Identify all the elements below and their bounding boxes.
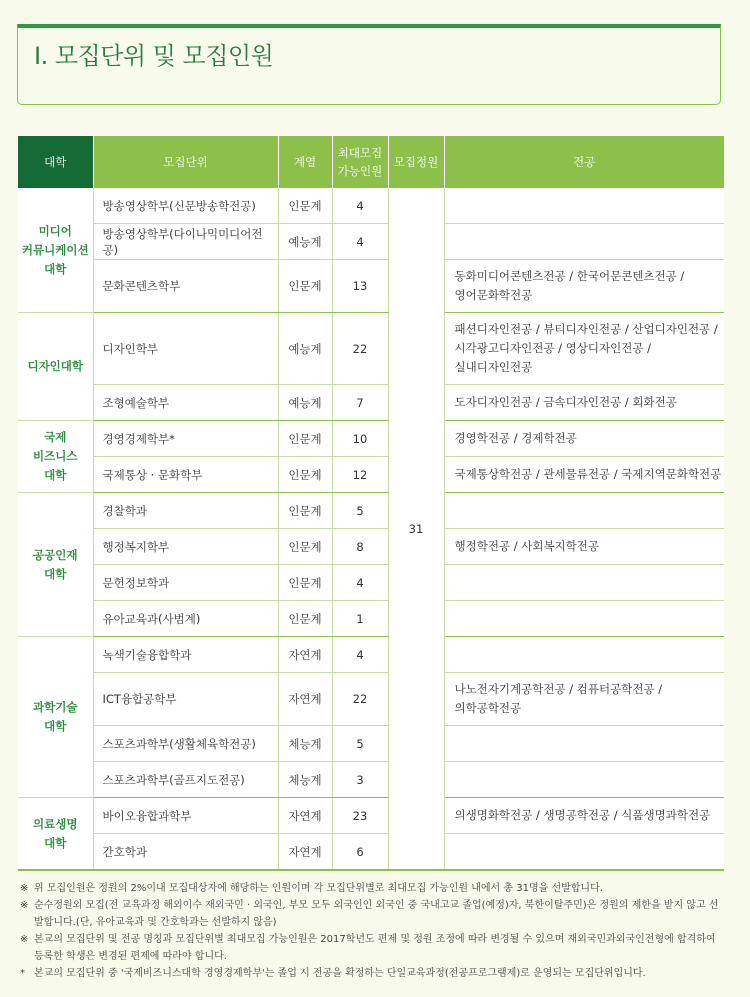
footnote-mark: ※ [20,900,29,911]
footnote-text: 순수정원외 모집(전 교육과정 해외이수 재외국민 · 외국인, 부모 모두 외국인인 외국인 중 국내고교 졸업(예정)자, 북한이탈주민)은 정원의 제한을 받지 않고 선발합니다.(단, 유아교육과 및 간호학과는 선발하지 않음) [34,900,719,928]
major-cell [444,834,724,871]
track-cell: 인문계 [278,493,332,529]
unit-cell: 경찰학과 [93,493,278,529]
header-unit: 모집단위 [93,136,278,188]
header-college: 대학 [18,136,93,188]
unit-cell: 간호학과 [93,834,278,871]
header-max-line2: 가능인원 [337,164,383,178]
major-cell: 동화미디어콘텐츠전공 / 한국어문콘텐츠전공 / 영어문화학전공 [444,260,724,313]
max-cell: 8 [332,529,388,565]
track-cell: 예능계 [278,313,332,385]
footnote-text: 본교의 모집단위 중 '국제비즈니스대학 경영경제학부'는 졸업 시 전공을 확정하는 단일교육과정(전공프로그램제)로 운영되는 모집단위입니다. [34,968,646,979]
max-cell: 3 [332,762,388,798]
max-cell: 22 [332,673,388,726]
footnote-mark: ※ [20,883,29,894]
major-cell [444,493,724,529]
unit-cell: 녹색기술융합학과 [93,637,278,673]
major-cell [444,601,724,637]
track-cell: 인문계 [278,260,332,313]
college-cell: 과학기술 대학 [18,637,93,798]
table-row [18,224,724,260]
table-row [18,673,724,726]
table-row [18,565,724,601]
footnote [20,880,725,897]
college-cell: 공공인재 대학 [18,493,93,637]
table-row [18,834,724,871]
header-major: 전공 [444,136,724,188]
header-quota: 모집정원 [388,136,444,188]
unit-cell: 문헌정보학과 [93,565,278,601]
footnote-mark: * [20,968,25,979]
track-cell: 자연계 [278,798,332,834]
track-cell: 인문계 [278,601,332,637]
max-cell: 4 [332,188,388,224]
header-max [332,136,388,188]
footnote-text: 본교의 모집단위 및 전공 명칭과 모집단위별 최대모집 가능인원은 2017학년도 편제 및 정원 조정에 따라 변경될 수 있으며 재외국민과외국인전형에 합격하여 등록한 학생은 변경된 편제에 따라야 합니다. [34,934,716,962]
table-row [18,637,724,673]
track-cell: 인문계 [278,457,332,493]
header-max-line1: 최대모집 [337,146,383,160]
footnote [20,897,725,931]
major-cell [444,726,724,762]
footnotes [20,880,725,982]
table-row [18,798,724,834]
max-cell: 7 [332,385,388,421]
table-row [18,493,724,529]
major-cell [444,565,724,601]
unit-cell: 스포츠과학부(골프지도전공) [93,762,278,798]
major-cell: 패션디자인전공 / 뷰티디자인전공 / 산업디자인전공 / 시각광고디자인전공 / 영상디자인전공 / 실내디자인전공 [444,313,724,385]
recruitment-table [18,136,724,871]
unit-cell: 문화콘텐츠학부 [93,260,278,313]
table-row [18,188,724,224]
major-cell [444,188,724,224]
section-title-box [17,24,721,105]
footnote-text: 위 모집인원은 정원의 2%이내 모집대상자에 해당하는 인원이며 각 모집단위별로 최대모집 가능인원 내에서 총 31명을 선발합니다. [34,883,603,894]
table-row [18,529,724,565]
track-cell: 인문계 [278,421,332,457]
table-row [18,457,724,493]
major-cell: 국제통상학전공 / 관세물류전공 / 국제지역문화학전공 [444,457,724,493]
footnote [20,931,725,965]
unit-cell: 방송영상학부(신문방송학전공) [93,188,278,224]
college-cell: 국제 비즈니스 대학 [18,421,93,493]
section-title: Ⅰ. 모집단위 및 모집인원 [34,42,274,70]
major-cell: 의생명화학전공 / 생명공학전공 / 식품생명과학전공 [444,798,724,834]
table-row [18,313,724,385]
unit-cell: 방송영상학부(다이나믹미디어전공) [93,224,278,260]
max-cell: 4 [332,565,388,601]
college-cell: 디자인대학 [18,313,93,421]
max-cell: 22 [332,313,388,385]
table-row [18,260,724,313]
max-cell: 10 [332,421,388,457]
max-cell: 23 [332,798,388,834]
header-track: 계열 [278,136,332,188]
unit-cell: 스포츠과학부(생활체육학전공) [93,726,278,762]
track-cell: 예능계 [278,224,332,260]
track-cell: 인문계 [278,529,332,565]
table-header-row [18,136,724,188]
college-cell: 미디어 커뮤니케이션 대학 [18,188,93,313]
max-cell: 1 [332,601,388,637]
major-cell [444,762,724,798]
unit-cell: 디자인학부 [93,313,278,385]
table-row [18,762,724,798]
table-row [18,726,724,762]
unit-cell: 경영경제학부* [93,421,278,457]
major-cell: 경영학전공 / 경제학전공 [444,421,724,457]
track-cell: 자연계 [278,637,332,673]
footnote [20,965,725,982]
major-cell [444,224,724,260]
track-cell: 인문계 [278,188,332,224]
track-cell: 자연계 [278,673,332,726]
max-cell: 5 [332,493,388,529]
major-cell: 도자디자인전공 / 금속디자인전공 / 회화전공 [444,385,724,421]
max-cell: 5 [332,726,388,762]
quota-cell: 31 [388,188,444,870]
unit-cell: 조형예술학부 [93,385,278,421]
major-cell: 나노전자기계공학전공 / 컴퓨터공학전공 / 의학공학전공 [444,673,724,726]
max-cell: 12 [332,457,388,493]
table-row [18,385,724,421]
unit-cell: 바이오융합과학부 [93,798,278,834]
max-cell: 4 [332,224,388,260]
max-cell: 4 [332,637,388,673]
track-cell: 인문계 [278,565,332,601]
max-cell: 6 [332,834,388,871]
unit-cell: 국제통상 · 문화학부 [93,457,278,493]
max-cell: 13 [332,260,388,313]
table-row [18,421,724,457]
unit-cell: ICT융합공학부 [93,673,278,726]
track-cell: 체능계 [278,726,332,762]
table-row [18,601,724,637]
track-cell: 예능계 [278,385,332,421]
track-cell: 자연계 [278,834,332,871]
major-cell: 행정학전공 / 사회복지학전공 [444,529,724,565]
unit-cell: 행정복지학부 [93,529,278,565]
track-cell: 체능계 [278,762,332,798]
major-cell [444,637,724,673]
college-cell: 의료생명 대학 [18,798,93,871]
footnote-mark: ※ [20,934,29,945]
unit-cell: 유아교육과(사범계) [93,601,278,637]
